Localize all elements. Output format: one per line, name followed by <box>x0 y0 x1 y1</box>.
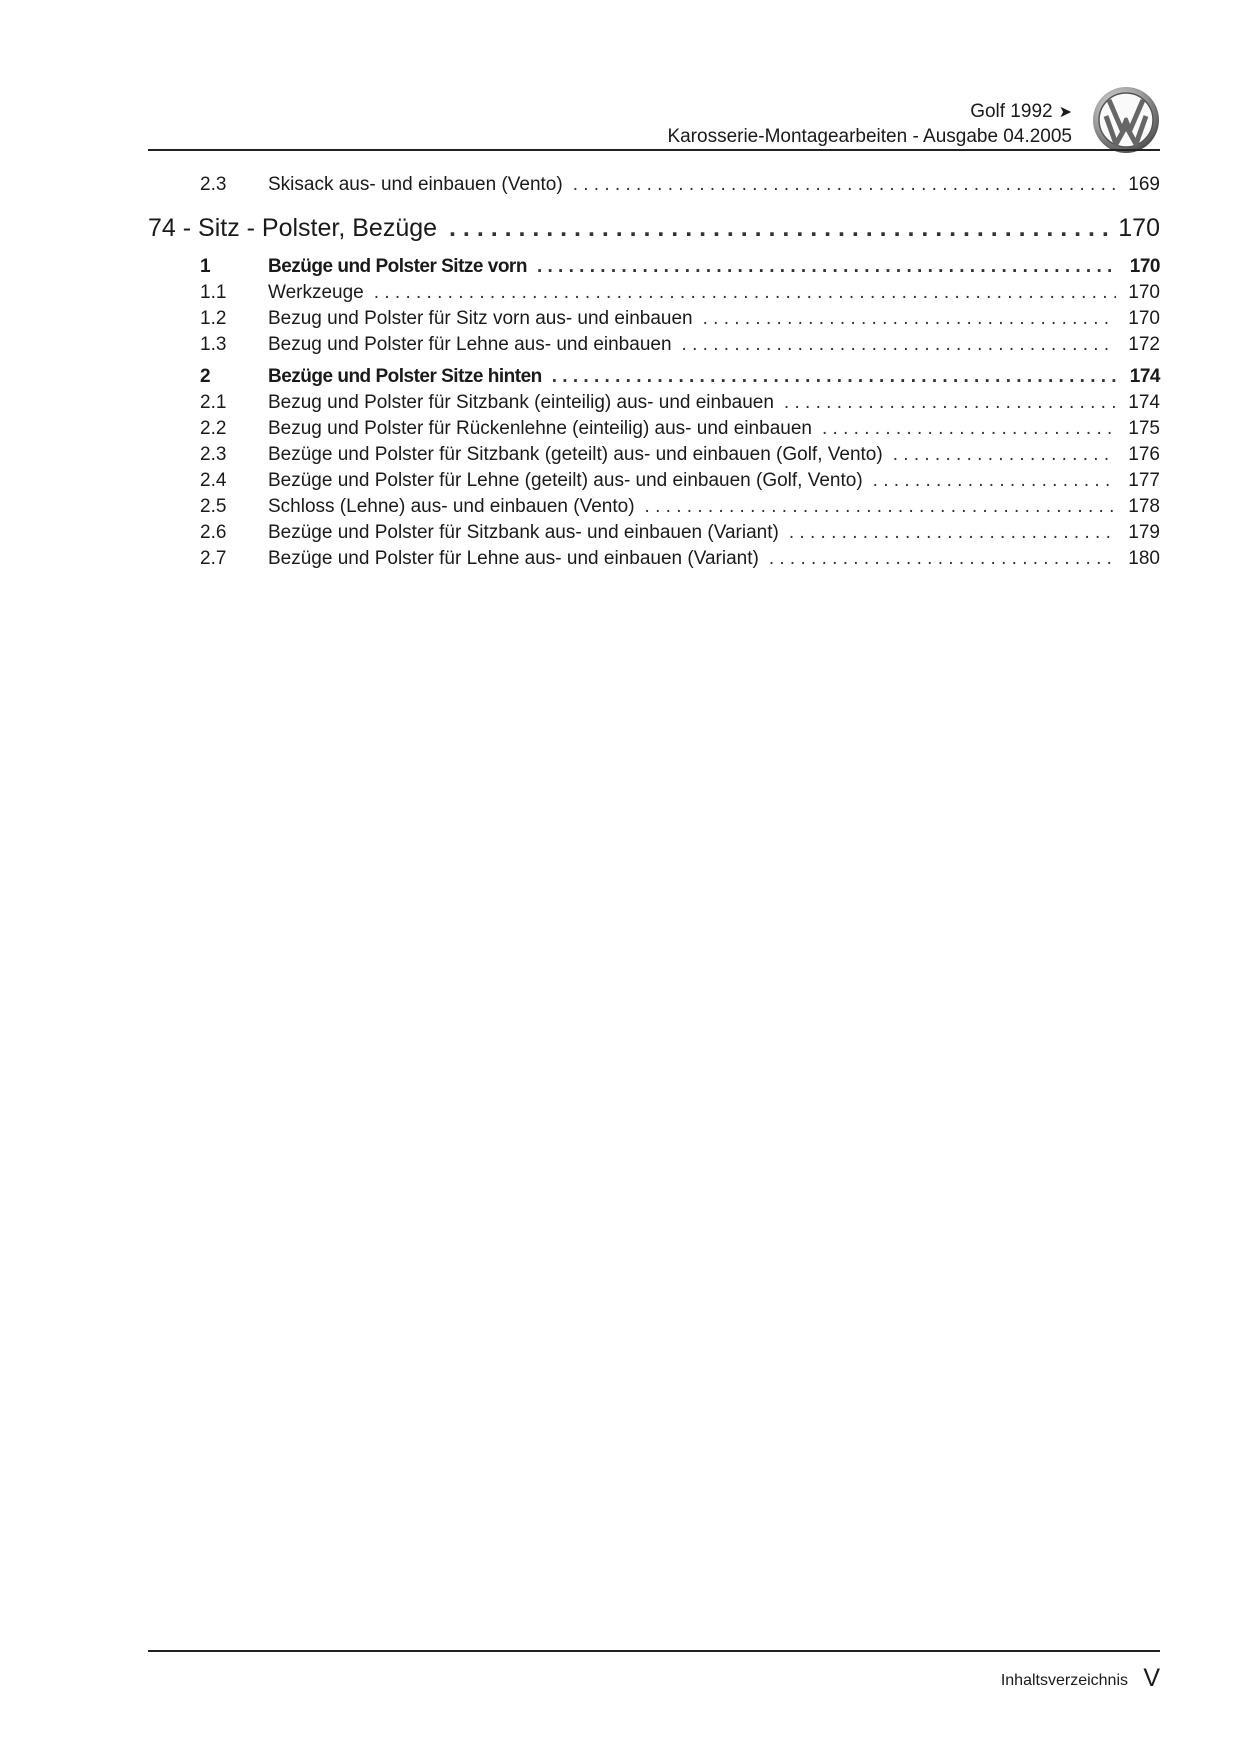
entry-number: 2.7 <box>200 548 227 569</box>
entry-title: Bezug und Polster für Lehne aus- und einbauen <box>268 332 682 358</box>
leader-dots <box>822 416 1116 442</box>
toc-entry[interactable] <box>148 520 1160 546</box>
entry-page: 170 <box>1128 308 1160 329</box>
toc-entry[interactable] <box>148 468 1160 494</box>
page-header <box>148 86 1160 152</box>
toc-section[interactable] <box>148 364 1160 390</box>
entry-number: 2.2 <box>200 418 227 439</box>
section-number: 2 <box>200 366 211 387</box>
chapter-title: 74 - Sitz - Polster, Bezüge <box>148 214 438 242</box>
entry-number: 2.4 <box>200 470 227 491</box>
toc-entry[interactable] <box>148 390 1160 416</box>
vw-logo-icon <box>1092 86 1160 154</box>
leader-dots <box>789 520 1116 546</box>
section-title: Bezüge und Polster Sitze hinten <box>268 364 552 390</box>
leader-dots <box>873 468 1117 494</box>
toc-entry[interactable] <box>148 546 1160 572</box>
entry-page: 177 <box>1128 470 1160 491</box>
leader-dots <box>703 306 1117 332</box>
leader-dots <box>645 494 1117 520</box>
footer-divider <box>148 1650 1160 1652</box>
entry-title: Skisack aus- und einbauen (Vento) <box>268 172 573 198</box>
entry-page: 180 <box>1128 548 1160 569</box>
leader-dots <box>449 214 1110 243</box>
leader-dots <box>893 442 1117 468</box>
entry-number: 1.2 <box>200 308 227 329</box>
arrow-icon: ➤ <box>1058 104 1072 121</box>
leader-dots <box>374 280 1117 306</box>
entry-page: 169 <box>1128 174 1160 195</box>
footer-label: Inhaltsverzeichnis <box>1000 1672 1128 1689</box>
section-page: 170 <box>1129 256 1160 277</box>
entry-number: 2.6 <box>200 522 227 543</box>
entry-page: 178 <box>1128 496 1160 517</box>
toc-entry[interactable] <box>148 442 1160 468</box>
entry-title: Werkzeuge <box>268 280 374 306</box>
entry-number: 2.3 <box>200 174 227 195</box>
leader-dots <box>784 390 1116 416</box>
header-model: Golf 1992 <box>970 101 1053 122</box>
entry-title: Schloss (Lehne) aus- und einbauen (Vento) <box>268 494 645 520</box>
section-page: 174 <box>1129 366 1160 387</box>
toc-entry[interactable] <box>148 306 1160 332</box>
entry-page: 179 <box>1128 522 1160 543</box>
chapter-page: 170 <box>1118 214 1160 242</box>
entry-number: 2.3 <box>200 444 227 465</box>
leader-dots <box>552 364 1118 390</box>
leader-dots <box>537 254 1118 280</box>
entry-title: Bezüge und Polster für Lehne aus- und einbauen (Variant) <box>268 546 769 572</box>
leader-dots <box>769 546 1116 572</box>
toc-entry[interactable] <box>148 332 1160 358</box>
entry-page: 174 <box>1128 392 1160 413</box>
section-title: Bezüge und Polster Sitze vorn <box>268 254 537 280</box>
entry-title: Bezüge und Polster für Lehne (geteilt) aus- und einbauen (Golf, Vento) <box>268 468 873 494</box>
footer-page-number: V <box>1143 1664 1160 1692</box>
entry-page: 172 <box>1128 334 1160 355</box>
entry-number: 2.5 <box>200 496 227 517</box>
toc-entry[interactable] <box>148 416 1160 442</box>
toc-section[interactable] <box>148 254 1160 280</box>
toc-entry[interactable] <box>148 280 1160 306</box>
entry-number: 1.3 <box>200 334 227 355</box>
entry-page: 175 <box>1128 418 1160 439</box>
header-text <box>667 100 1072 149</box>
toc-chapter[interactable] <box>148 214 1160 254</box>
entry-title: Bezug und Polster für Sitz vorn aus- und einbauen <box>268 306 703 332</box>
entry-page: 176 <box>1128 444 1160 465</box>
leader-dots <box>573 172 1117 198</box>
entry-title: Bezug und Polster für Rückenlehne (einteilig) aus- und einbauen <box>268 416 822 442</box>
entry-title: Bezüge und Polster für Sitzbank (geteilt) aus- und einbauen (Golf, Vento) <box>268 442 893 468</box>
entry-page: 170 <box>1128 282 1160 303</box>
entry-title: Bezüge und Polster für Sitzbank aus- und einbauen (Variant) <box>268 520 789 546</box>
leader-dots <box>682 332 1117 358</box>
section-number: 1 <box>200 256 211 277</box>
entry-number: 2.1 <box>200 392 227 413</box>
header-divider <box>148 149 1160 151</box>
toc-entry[interactable] <box>148 494 1160 520</box>
entry-number: 1.1 <box>200 282 227 303</box>
entry-title: Bezug und Polster für Sitzbank (einteilig) aus- und einbauen <box>268 390 784 416</box>
header-subtitle: Karosserie-Montagearbeiten - Ausgabe 04.2005 <box>667 126 1072 147</box>
table-of-contents <box>148 172 1160 572</box>
toc-entry[interactable] <box>148 172 1160 198</box>
